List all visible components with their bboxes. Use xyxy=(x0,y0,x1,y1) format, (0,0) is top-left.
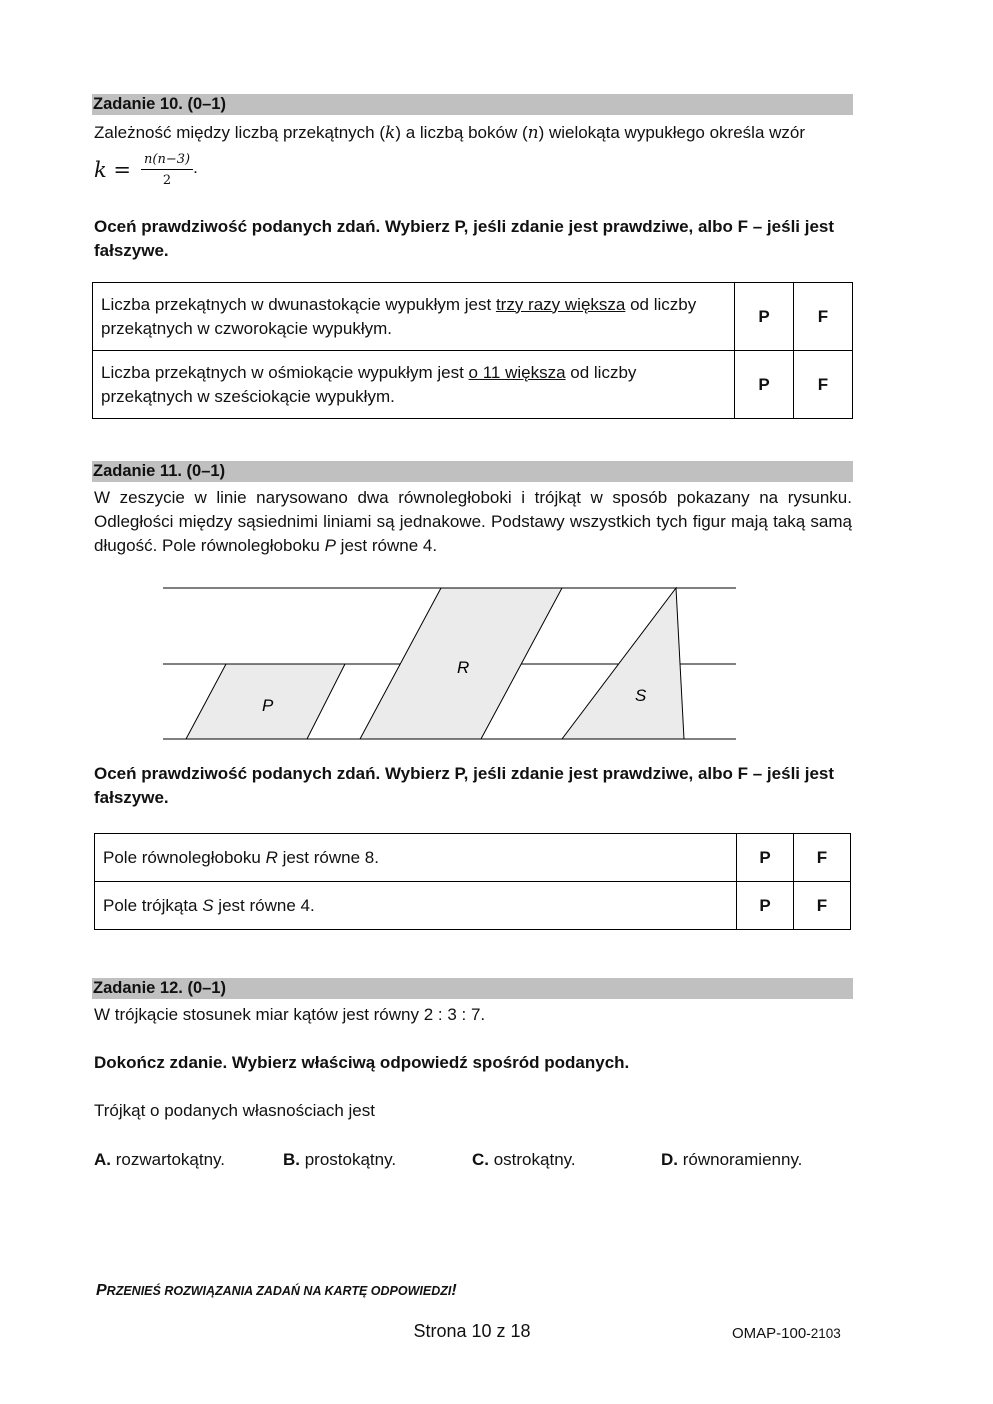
option-a[interactable]: A. rozwartokątny. xyxy=(94,1150,226,1169)
task-11-table xyxy=(94,833,851,930)
option-b[interactable]: B. prostokątny. xyxy=(283,1150,397,1169)
task-12-header: Zadanie 12. (0–1) xyxy=(92,978,853,999)
option-d[interactable]: D. równoramienny. xyxy=(661,1150,803,1169)
task-10-formula: k = $\frac{n(n-3)}{2}$ . xyxy=(94,152,198,188)
task-11-instruction: Oceń prawdziwość podanych zdań. Wybierz P, jeśli zdanie jest prawdziwe, albo F – jeśli jest fałszywe. xyxy=(94,764,835,807)
option-c[interactable]: C. ostrokątny. xyxy=(472,1150,576,1169)
page-number: Strona 10 z 18 xyxy=(413,1321,531,1341)
table-row xyxy=(95,882,851,930)
task-11-header: Zadanie 11. (0–1) xyxy=(92,461,853,482)
answer-p-3[interactable]: P xyxy=(737,834,794,882)
label-p: P xyxy=(262,696,274,715)
statement-4: Pole trójkąta S jest równe 4. xyxy=(95,882,737,930)
statement-2: Liczba przekątnych w ośmiokącie wypukłym jest o 11 większa od liczby przekątnych w sześciokącie wypukłym. xyxy=(93,351,735,419)
task-10-intro: Zależność między liczbą przekątnych (k) a liczbą boków (n) wielokąta wypukłego określa wzór xyxy=(94,123,806,143)
task-11-intro: W zeszycie w linie narysowano dwa równoległoboki i trójkąt w sposób pokazany na rysunku. Odległości między sąsiednimi liniami są jednakowe. Podstawy wszystkich tych figur mają taką samą długość. Pole równoległoboku P jest równe 4. xyxy=(94,488,852,555)
answer-p-1[interactable]: P xyxy=(735,283,794,351)
answer-p-4[interactable]: P xyxy=(737,882,794,930)
answer-f-4[interactable]: F xyxy=(794,882,851,930)
answer-p-2[interactable]: P xyxy=(735,351,794,419)
task-12-options xyxy=(0,1148,993,1172)
answer-f-3[interactable]: F xyxy=(794,834,851,882)
statement-3: Pole równoległoboku R jest równe 8. xyxy=(95,834,737,882)
label-r: R xyxy=(457,658,470,677)
task-12-intro: W trójkącie stosunek miar kątów jest równy 2 : 3 : 7. xyxy=(94,1005,486,1024)
statement-1: Liczba przekątnych w dwunastokącie wypukłym jest trzy razy większa od liczby przekątnych w czworokącie wypukłym. xyxy=(93,283,735,351)
answer-f-2[interactable]: F xyxy=(794,351,853,419)
transfer-answers-note: PRZENIEŚ ROZWIĄZANIA ZADAŃ NA KARTĘ ODPOWIEDZI! xyxy=(96,1282,457,1299)
exam-code: OMAP-100-2103 xyxy=(732,1325,841,1342)
task-12-instruction: Dokończ zdanie. Wybierz właściwą odpowiedź spośród podanych. xyxy=(94,1053,630,1072)
table-row xyxy=(95,834,851,882)
label-s: S xyxy=(635,686,647,705)
answer-f-1[interactable]: F xyxy=(794,283,853,351)
task-10-instruction: Oceń prawdziwość podanych zdań. Wybierz P, jeśli zdanie jest prawdziwe, albo F – jeśli jest fałszywe. xyxy=(94,217,835,260)
task-10-header: Zadanie 10. (0–1) xyxy=(92,94,853,115)
task-12-stem: Trójkąt o podanych własnościach jest xyxy=(94,1101,375,1120)
